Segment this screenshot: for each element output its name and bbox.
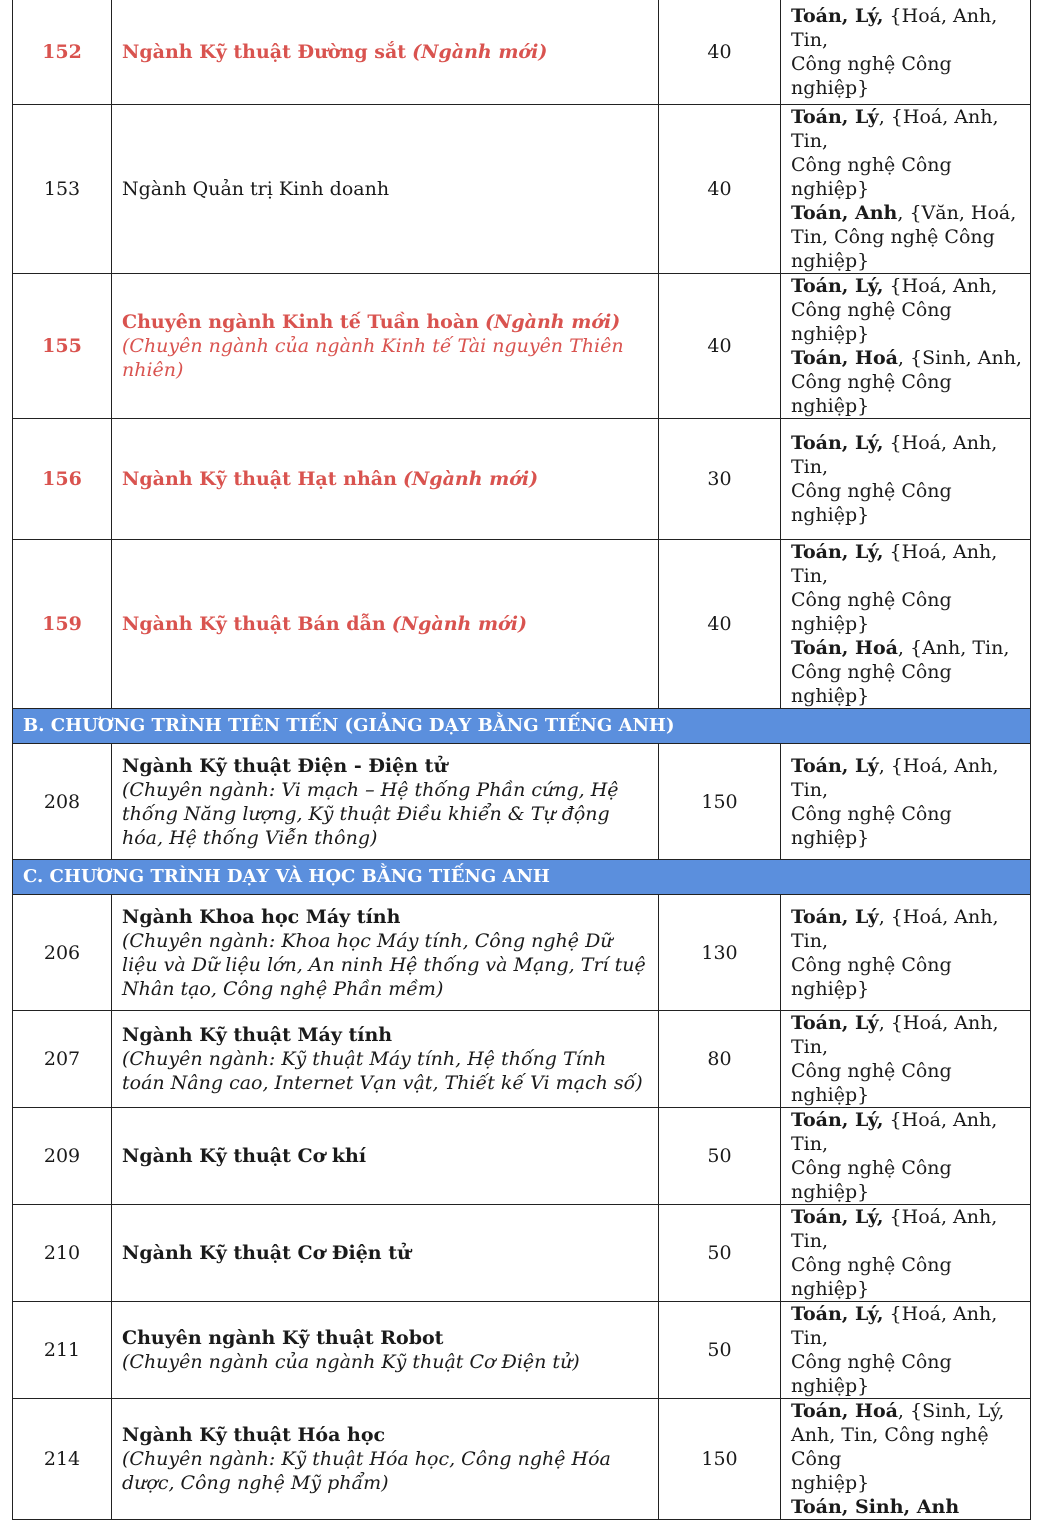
- subject-combination-line: [791, 346, 1024, 370]
- program-code-cell: [13, 895, 112, 1011]
- program-name: Ngành Kỹ thuật Hạt nhân: [122, 468, 397, 490]
- quota-cell: [659, 540, 781, 709]
- subject-text: {Hoá, Anh, Tin,: [791, 1303, 998, 1349]
- subject-bold: Toán, Lý,: [791, 1206, 884, 1228]
- quota-value: 40: [707, 613, 732, 635]
- program-name: Ngành Kỹ thuật Máy tính: [122, 1024, 393, 1046]
- program-code: 153: [43, 178, 81, 200]
- program-subtitle: (Chuyên ngành: Khoa học Máy tính, Công nghệ Dữ liệu và Dữ liệu lớn, An ninh Hệ thống và Mạng, Trí tuệ Nhân tạo, Công nghệ Phần mềm): [122, 929, 646, 1000]
- program-code-cell: [13, 1399, 112, 1520]
- table-row: [13, 1205, 1031, 1302]
- subject-combination-line: [791, 1059, 1024, 1107]
- quota-value: 50: [707, 1339, 732, 1361]
- quota-value: 150: [701, 790, 738, 813]
- subject-combination-line: [791, 1495, 1024, 1519]
- program-name-cell: [112, 895, 659, 1011]
- table-row: [13, 1302, 1031, 1399]
- subject-text: Công nghệ Công nghiệp}: [791, 299, 952, 345]
- subject-combination-line: [791, 225, 1024, 249]
- program-name: Chuyên ngành Kỹ thuật Robot: [122, 1327, 444, 1349]
- subject-combination-cell: [781, 419, 1031, 540]
- subject-text: , {Hoá, Anh, Tin,: [791, 1012, 999, 1058]
- quota-value: 40: [707, 40, 732, 63]
- quota-value: 50: [707, 1242, 732, 1264]
- subject-text: Công nghệ Công nghiệp}: [791, 1254, 952, 1300]
- subject-combination-line: [791, 1302, 1024, 1350]
- subject-bold: Toán, Hoá: [791, 1400, 898, 1422]
- program-code-cell: [13, 419, 112, 540]
- table-row: [13, 274, 1031, 419]
- program-code-cell: [13, 1108, 112, 1205]
- quota-value: 130: [701, 941, 738, 964]
- program-name-cell: [112, 1399, 659, 1520]
- subject-combination-line: [791, 660, 1024, 708]
- subject-bold: Toán, Lý: [791, 905, 879, 928]
- subject-text: , {Sinh, Anh,: [897, 347, 1022, 369]
- quota-cell: [659, 744, 781, 860]
- subject-bold: Toán, Hoá: [791, 347, 898, 369]
- subject-bold: Toán, Lý,: [791, 1303, 884, 1325]
- table-row: [13, 0, 1031, 105]
- subject-combination-line: [791, 479, 1024, 527]
- subject-combination-line: [791, 1471, 1024, 1495]
- table-row: [13, 1011, 1031, 1108]
- program-name: Ngành Kỹ thuật Hóa học: [122, 1424, 386, 1446]
- subject-bold: Toán, Lý,: [791, 432, 884, 454]
- subject-bold: Toán, Hoá: [791, 637, 898, 659]
- subject-combination-line: [791, 370, 1024, 418]
- subject-combination-line: [791, 1011, 1024, 1059]
- program-name-cell: [112, 1205, 659, 1302]
- program-subtitle: (Chuyên ngành của ngành Kinh tế Tài nguyên Thiên nhiên): [122, 335, 624, 381]
- program-name-cell: [112, 105, 659, 274]
- table-row: [13, 419, 1031, 540]
- program-code: 156: [42, 468, 82, 490]
- subject-combination-cell: [781, 1011, 1031, 1108]
- subject-text: nghiệp}: [791, 1472, 870, 1494]
- section-title: B. CHƯƠNG TRÌNH TIÊN TIẾN (GIẢNG DẠY BẰNG TIẾNG ANH): [13, 709, 1031, 744]
- quota-value: 40: [707, 335, 732, 357]
- program-name: Ngành Kỹ thuật Cơ khí: [122, 1145, 367, 1167]
- program-name-cell: [112, 0, 659, 105]
- subject-combination-line: [791, 298, 1024, 346]
- subject-combination-line: [791, 754, 1024, 802]
- subject-text: , {Văn, Hoá,: [897, 202, 1017, 224]
- quota-cell: [659, 419, 781, 540]
- program-code-cell: [13, 274, 112, 419]
- subject-bold: Toán, Lý,: [791, 4, 884, 27]
- table-row: [13, 744, 1031, 860]
- quota-cell: [659, 1399, 781, 1520]
- quota-value: 80: [707, 1048, 732, 1070]
- section-title: C. CHƯƠNG TRÌNH DẠY VÀ HỌC BẰNG TIẾNG ANH: [13, 860, 1031, 895]
- subject-text: , {Sinh, Lý,: [897, 1400, 1005, 1422]
- subject-bold: Toán, Lý: [791, 754, 879, 777]
- quota-value: 50: [707, 1145, 732, 1167]
- subject-combination-line: [791, 1205, 1024, 1253]
- subject-combination-line: [791, 802, 1024, 850]
- quota-cell: [659, 1302, 781, 1399]
- subject-text: , {Hoá, Anh, Tin,: [791, 905, 999, 952]
- subject-combination-line: [791, 4, 1024, 52]
- subject-text: Công nghệ Công nghiệp}: [791, 1351, 952, 1397]
- subject-combination-line: [791, 1423, 1024, 1471]
- admissions-table: [12, 0, 1031, 1520]
- subject-combination-line: [791, 1253, 1024, 1301]
- subject-text: , {Anh, Tin,: [897, 637, 1010, 659]
- subject-text: {Hoá, Anh, Tin,: [791, 4, 998, 51]
- quota-cell: [659, 0, 781, 105]
- new-program-tag: (Ngành mới): [391, 613, 527, 635]
- program-code: 208: [43, 790, 81, 813]
- table-row: [13, 895, 1031, 1011]
- subject-bold: Toán, Lý: [791, 1012, 879, 1034]
- program-name: Chuyên ngành Kinh tế Tuần hoàn: [122, 311, 479, 333]
- subject-combination-line: [791, 105, 1024, 153]
- subject-combination-line: [791, 52, 1024, 100]
- program-code-cell: [13, 540, 112, 709]
- quota-value: 150: [701, 1448, 738, 1470]
- subject-text: Công nghệ Công nghiệp}: [791, 480, 952, 526]
- table-row: [13, 105, 1031, 274]
- quota-cell: [659, 105, 781, 274]
- subject-text: Công nghệ Công nghiệp}: [791, 802, 952, 849]
- subject-text: Công nghệ Công nghiệp}: [791, 953, 952, 1000]
- program-name: Ngành Kỹ thuật Đường sắt: [122, 40, 407, 63]
- subject-combination-line: [791, 1399, 1024, 1423]
- section-header-row: [13, 709, 1031, 744]
- subject-combination-line: [791, 201, 1024, 225]
- subject-combination-line: [791, 274, 1024, 298]
- subject-text: Công nghệ Công nghiệp}: [791, 589, 952, 635]
- program-code: 152: [42, 40, 82, 63]
- subject-combination-line: [791, 1156, 1024, 1204]
- program-code-cell: [13, 0, 112, 105]
- program-code-cell: [13, 1205, 112, 1302]
- program-code-cell: [13, 1302, 112, 1399]
- program-name-cell: [112, 419, 659, 540]
- subject-text: Tin, Công nghệ Công: [791, 226, 995, 248]
- subject-bold: Toán, Lý,: [791, 1109, 884, 1131]
- program-code: 159: [42, 613, 82, 635]
- subject-combination-line: [791, 540, 1024, 588]
- program-code: 211: [43, 1339, 81, 1361]
- subject-combination-cell: [781, 895, 1031, 1011]
- new-program-tag: (Ngành mới): [402, 468, 539, 490]
- quota-value: 40: [707, 178, 732, 200]
- program-name: Ngành Kỹ thuật Bán dẫn: [122, 613, 386, 635]
- subject-text: , {Hoá, Anh, Tin,: [791, 754, 999, 801]
- subject-combination-cell: [781, 105, 1031, 274]
- subject-text: Công nghệ Công nghiệp}: [791, 1157, 952, 1203]
- quota-value: 30: [707, 468, 732, 490]
- quota-cell: [659, 274, 781, 419]
- program-subtitle: (Chuyên ngành: Kỹ thuật Hóa học, Công nghệ Hóa dược, Công nghệ Mỹ phẩm): [122, 1448, 611, 1494]
- table-row: [13, 1108, 1031, 1205]
- subject-text: , {Hoá, Anh, Tin,: [791, 106, 999, 152]
- quota-cell: [659, 895, 781, 1011]
- program-code: 209: [43, 1145, 81, 1167]
- subject-combination-line: [791, 1108, 1024, 1156]
- subject-combination-line: [791, 431, 1024, 479]
- program-name: Ngành Kỹ thuật Cơ Điện tử: [122, 1242, 411, 1264]
- program-name: Ngành Quản trị Kinh doanh: [122, 178, 390, 200]
- subject-combination-line: [791, 953, 1024, 1001]
- subject-bold: Toán, Lý,: [791, 275, 884, 297]
- subject-text: Công nghệ Công nghiệp}: [791, 1060, 952, 1106]
- subject-combination-cell: [781, 1302, 1031, 1399]
- section-header-row: [13, 860, 1031, 895]
- program-name-cell: [112, 540, 659, 709]
- subject-text: {Hoá, Anh,: [883, 275, 998, 297]
- quota-cell: [659, 1108, 781, 1205]
- program-name-cell: [112, 744, 659, 860]
- program-code: 207: [43, 1048, 81, 1070]
- table-row: [13, 1399, 1031, 1520]
- subject-combination-line: [791, 905, 1024, 953]
- subject-combination-line: [791, 588, 1024, 636]
- subject-text: nghiệp}: [791, 250, 870, 272]
- quota-cell: [659, 1205, 781, 1302]
- subject-text: {Hoá, Anh, Tin,: [791, 1109, 998, 1155]
- table-row: [13, 540, 1031, 709]
- program-subtitle: (Chuyên ngành của ngành Kỹ thuật Cơ Điện tử): [122, 1351, 580, 1373]
- subject-combination-cell: [781, 0, 1031, 105]
- subject-combination-cell: [781, 1108, 1031, 1205]
- program-code-cell: [13, 1011, 112, 1108]
- program-subtitle: (Chuyên ngành: Vi mạch – Hệ thống Phần cứng, Hệ thống Năng lượng, Kỹ thuật Điều khiển & Tự động hóa, Hệ thống Viễn thông): [122, 778, 619, 849]
- program-code: 155: [42, 335, 82, 357]
- program-code-cell: [13, 744, 112, 860]
- subject-combination-line: [791, 153, 1024, 201]
- subject-bold: Toán, Sinh, Anh: [791, 1496, 960, 1518]
- subject-combination-cell: [781, 274, 1031, 419]
- program-subtitle: (Chuyên ngành: Kỹ thuật Máy tính, Hệ thống Tính toán Nâng cao, Internet Vạn vật, Thiết kế Vi mạch số): [122, 1048, 643, 1094]
- subject-combination-cell: [781, 1399, 1031, 1520]
- subject-text: Anh, Tin, Công nghệ Công: [791, 1424, 989, 1470]
- program-name-cell: [112, 1302, 659, 1399]
- program-code-cell: [13, 105, 112, 274]
- quota-cell: [659, 1011, 781, 1108]
- subject-text: Công nghệ Công nghiệp}: [791, 154, 952, 200]
- subject-text: Công nghệ Công nghiệp}: [791, 371, 952, 417]
- subject-combination-line: [791, 1350, 1024, 1398]
- subject-bold: Toán, Lý: [791, 106, 879, 128]
- new-program-tag: (Ngành mới): [485, 311, 621, 333]
- program-name: Ngành Kỹ thuật Điện - Điện tử: [122, 754, 448, 777]
- subject-bold: Toán, Lý,: [791, 541, 884, 563]
- program-code: 206: [43, 941, 81, 964]
- subject-text: Công nghệ Công nghiệp}: [791, 52, 952, 99]
- subject-text: {Hoá, Anh, Tin,: [791, 541, 998, 587]
- subject-combination-cell: [781, 744, 1031, 860]
- subject-combination-line: [791, 249, 1024, 273]
- new-program-tag: (Ngành mới): [412, 40, 548, 63]
- program-name: Ngành Khoa học Máy tính: [122, 905, 401, 928]
- subject-bold: Toán, Anh: [791, 202, 898, 224]
- program-name-cell: [112, 1011, 659, 1108]
- program-name-cell: [112, 274, 659, 419]
- subject-combination-cell: [781, 1205, 1031, 1302]
- subject-text: Công nghệ Công nghiệp}: [791, 661, 952, 707]
- program-code: 214: [43, 1448, 81, 1470]
- program-code: 210: [43, 1242, 81, 1264]
- subject-text: {Hoá, Anh, Tin,: [791, 432, 998, 478]
- subject-combination-cell: [781, 540, 1031, 709]
- program-name-cell: [112, 1108, 659, 1205]
- subject-text: {Hoá, Anh, Tin,: [791, 1206, 998, 1252]
- subject-combination-line: [791, 636, 1024, 660]
